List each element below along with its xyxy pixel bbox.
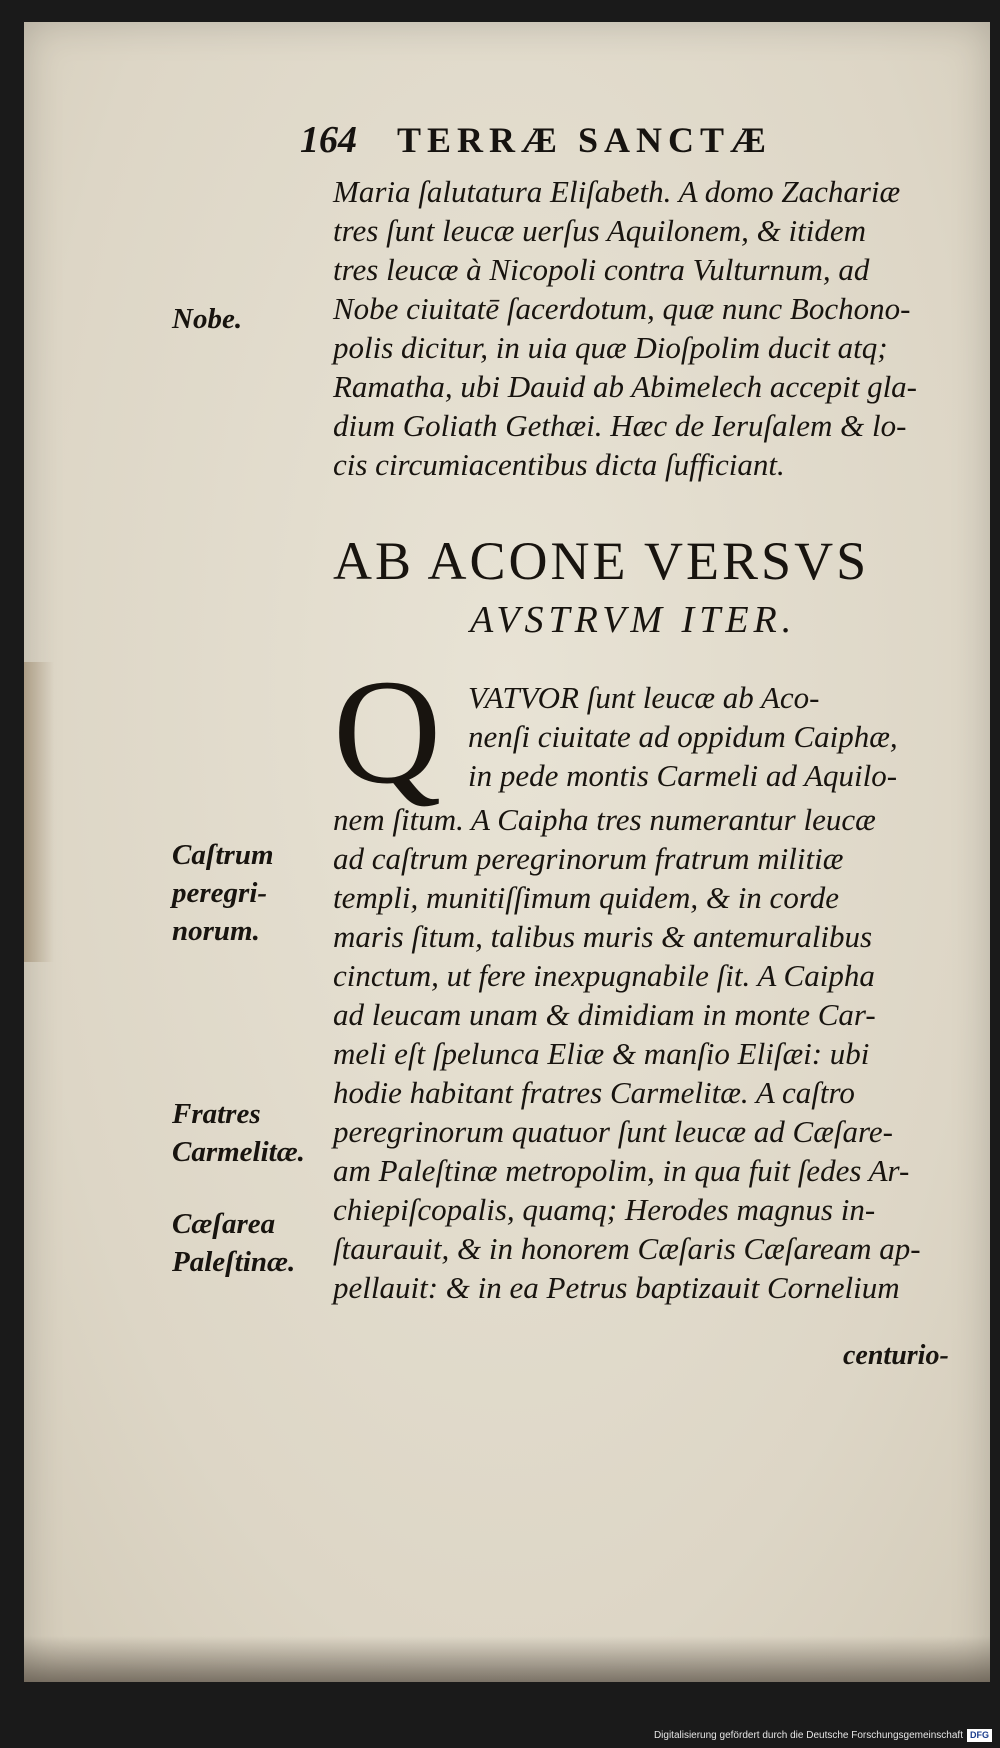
section-subheading: AVSTRVM ITER. [470,599,797,641]
margin-note-castrum [172,836,322,950]
margin-note-line: peregri- [172,877,268,909]
text-line: nenſi ciuitate ad oppidum Caiphæ, [468,719,898,754]
text-line: meli eſt ſpelunca Eliæ & manſio Eliſæi: ubi [333,1036,870,1071]
text-line: nem ſitum. A Caipha tres numerantur leucæ [333,802,876,837]
text-line: ad leucam unam & dimidiam in monte Car- [333,997,876,1032]
footer-credit: Digitalisierung gefördert durch die Deutsche Forschungsgemeinschaft [653,1730,963,1741]
text-line: tres ſunt leucæ uerſus Aquilonem, & itidem [333,213,866,248]
text-line: ſtaurauit, & in honorem Cæſaris Cæſaream ap- [333,1231,921,1266]
drop-cap: Q [333,649,442,815]
text-line: pellauit: & in ea Petrus baptizauit Cornelium [333,1270,900,1305]
catchword: centurio- [843,1340,949,1371]
margin-note-caesarea [172,1205,322,1281]
page-bottom-shadow [24,1636,990,1682]
margin-note-line: Paleſtinæ. [172,1246,296,1278]
digitization-footer [654,1729,992,1742]
text-line: VATVOR ſunt leucæ ab Aco- [468,680,820,715]
margin-note-fratres [172,1095,322,1171]
text-line: maris ſitum, talibus muris & antemuralibus [333,919,873,954]
margin-note-line: norum. [172,915,260,947]
text-line: chiepiſcopalis, quamq; Herodes magnus in- [333,1192,876,1227]
text-line: dium Goliath Gethæi. Hæc de Ieruſalem & lo- [333,408,907,443]
margin-note-line: Carmelitæ. [172,1136,305,1168]
text-line: Ramatha, ubi Dauid ab Abimelech accepit gla- [333,369,918,404]
margin-note-line: Cæſarea [172,1208,276,1240]
running-title: TERRÆ SANCTÆ [397,120,773,160]
text-line: tres leucæ à Nicopoli contra Vulturnum, ad [333,252,870,287]
text-line: cinctum, ut fere inexpugnabile ſit. A Caipha [333,958,875,993]
page-number: 164 [300,119,357,161]
section-heading: AB ACONE VERSVS [333,531,870,591]
text-line: ad caſtrum peregrinorum fratrum militiæ [333,841,844,876]
running-header [300,118,940,162]
text-block-2-opening [468,678,973,795]
page-stain [24,662,54,962]
margin-note-line: Caſtrum [172,839,274,871]
text-line: templi, munitiſſimum quidem, & in corde [333,880,839,915]
margin-note-line: Nobe. [172,303,243,335]
text-block-2 [333,800,973,1307]
text-line: cis circumiacentibus dicta ſufficiant. [333,447,785,482]
text-line: polis dicitur, in uia quæ Dioſpolim ducit atq; [333,330,888,365]
text-line: in pede montis Carmeli ad Aquilo- [468,758,898,793]
text-line: Nobe ciuitatē ſacerdotum, quæ nunc Bochono- [333,291,911,326]
text-block-1 [333,172,973,484]
margin-note-nobe [172,300,322,338]
text-line: Maria ſalutatura Eliſabeth. A domo Zachariæ [333,174,901,209]
text-line: peregrinorum quatuor ſunt leucæ ad Cæſare- [333,1114,893,1149]
text-line: hodie habitant fratres Carmelitæ. A caſtro [333,1075,855,1110]
margin-note-line: Fratres [172,1098,261,1130]
text-line: am Paleſtinæ metropolim, in qua fuit ſedes Ar- [333,1153,910,1188]
dfg-logo: DFG [967,1729,992,1742]
